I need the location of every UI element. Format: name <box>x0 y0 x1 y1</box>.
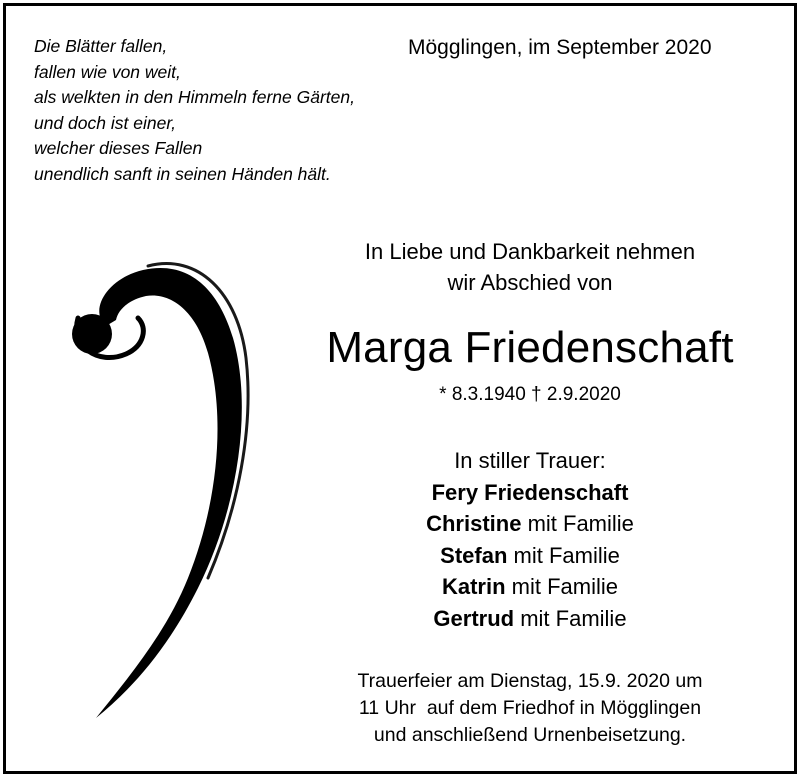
life-dates: * 8.3.1940 † 2.9.2020 <box>439 384 621 405</box>
poem-line: als welkten in den Himmeln ferne Gärten, <box>34 87 355 107</box>
mourner-item <box>300 603 760 635</box>
place-date: Mögglingen, im September 2020 <box>408 36 712 59</box>
brushstroke-heart-icon <box>48 248 268 728</box>
intro-line: wir Abschied von <box>447 270 613 295</box>
mourner-name: Katrin <box>441 574 506 599</box>
mourner-item <box>300 477 760 509</box>
service-line: Trauerfeier am Dienstag, 15.9. 2020 um <box>357 670 703 692</box>
intro-line: In Liebe und Dankbarkeit nehmen <box>364 239 696 264</box>
intro-text <box>300 236 760 298</box>
mourner-name: Christine <box>426 511 522 536</box>
mourner-name: Fery Friedenschaft <box>431 479 629 505</box>
mourning-heading: In stiller Trauer: <box>454 448 606 473</box>
mourner-item <box>300 571 760 603</box>
mourner-item <box>300 540 760 572</box>
poem-line: unendlich sanft in seinen Händen hält. <box>34 163 331 184</box>
mourner-suffix: mit Familie <box>507 542 620 568</box>
mourner-suffix: mit Familie <box>514 605 627 631</box>
service-info <box>290 668 770 749</box>
deceased-name: Marga Friedenschaft <box>326 323 734 372</box>
poem-line: Die Blätter fallen, <box>34 36 168 56</box>
service-line: und anschließend Urnenbeisetzung. <box>373 724 687 746</box>
mourner-name: Stefan <box>440 542 508 568</box>
mourner-suffix: mit Familie <box>521 511 634 536</box>
mourner-suffix: mit Familie <box>505 574 618 599</box>
service-line: 11 Uhr auf dem Friedhof in Mögglingen <box>358 697 702 719</box>
poem-line: und doch ist einer, <box>34 112 177 133</box>
mourners-list <box>300 445 760 634</box>
poem <box>34 34 355 187</box>
mourner-item <box>300 508 760 540</box>
mourner-name: Gertrud <box>433 605 515 631</box>
poem-line: welcher dieses Fallen <box>34 138 203 158</box>
poem-line: fallen wie von weit, <box>34 61 181 82</box>
